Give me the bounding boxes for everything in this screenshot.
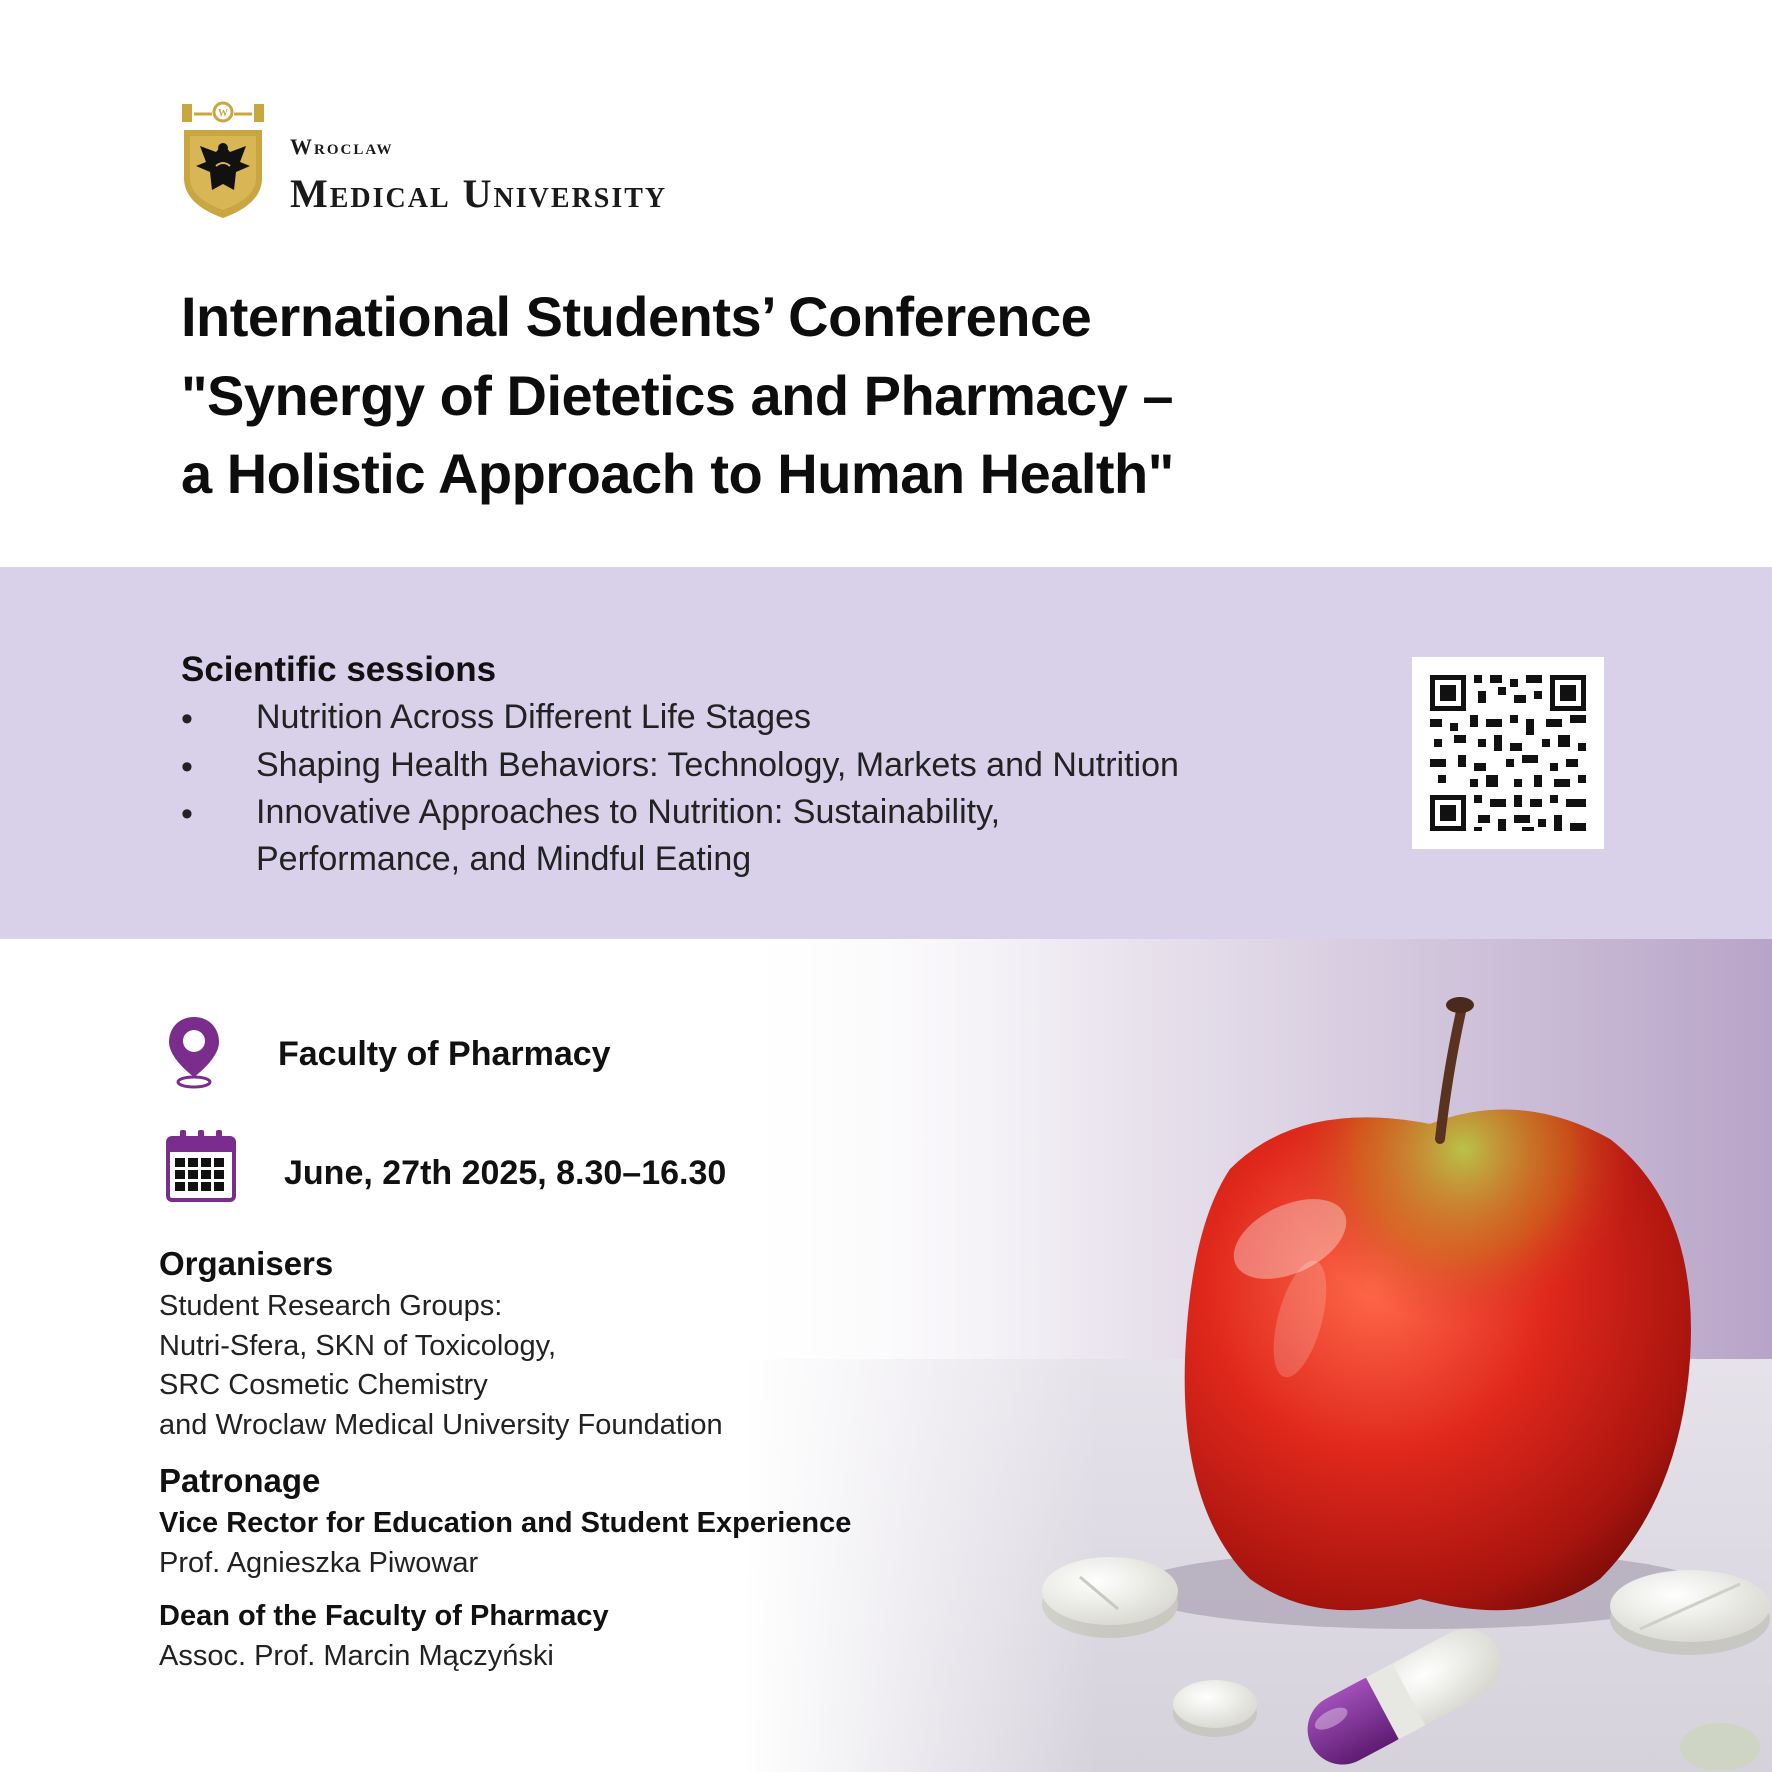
patron-role: Dean of the Faculty of Pharmacy bbox=[159, 1600, 609, 1632]
conference-title-line2: "Synergy of Dietetics and Pharmacy – bbox=[181, 364, 1174, 427]
organisers-line: SRC Cosmetic Chemistry bbox=[159, 1369, 488, 1401]
session-bullet: • bbox=[181, 748, 193, 786]
university-crest-logo bbox=[180, 100, 266, 220]
qr-code-icon bbox=[1412, 657, 1604, 849]
calendar-icon bbox=[166, 1130, 236, 1202]
session-bullet: • bbox=[181, 795, 193, 833]
university-name-line2: Medical University bbox=[290, 171, 668, 216]
organisers-line: and Wroclaw Medical University Foundation bbox=[159, 1409, 723, 1441]
session-item: Innovative Approaches to Nutrition: Sustainability, Performance, and Mindful Eating bbox=[256, 793, 1001, 878]
session-bullet: • bbox=[181, 700, 193, 738]
patronage-heading: Patronage bbox=[159, 1462, 321, 1499]
university-name-line1: Wroclaw bbox=[290, 134, 394, 159]
svg-text:W: W bbox=[218, 108, 228, 119]
patron-role: Vice Rector for Education and Student Experience bbox=[159, 1507, 852, 1539]
organisers-line: Nutri-Sfera, SKN of Toxicology, bbox=[159, 1330, 557, 1362]
venue-text: Faculty of Pharmacy bbox=[278, 1035, 611, 1073]
conference-title-line3: a Holistic Approach to Human Health" bbox=[181, 442, 1174, 505]
patron-name: Prof. Agnieszka Piwowar bbox=[159, 1547, 479, 1579]
organisers-line: Student Research Groups: bbox=[159, 1290, 503, 1322]
sessions-heading: Scientific sessions bbox=[181, 650, 497, 689]
location-pin-icon bbox=[166, 1015, 222, 1089]
qr-code[interactable] bbox=[1412, 657, 1604, 849]
date-text: June, 27th 2025, 8.30–16.30 bbox=[284, 1154, 727, 1192]
session-item: Shaping Health Behaviors: Technology, Markets and Nutrition bbox=[256, 746, 1179, 784]
conference-title-line1: International Students’ Conference bbox=[181, 285, 1092, 348]
patron-name: Assoc. Prof. Marcin Mączyński bbox=[159, 1640, 554, 1672]
organisers-heading: Organisers bbox=[159, 1245, 334, 1282]
session-item: Nutrition Across Different Life Stages bbox=[256, 698, 811, 736]
